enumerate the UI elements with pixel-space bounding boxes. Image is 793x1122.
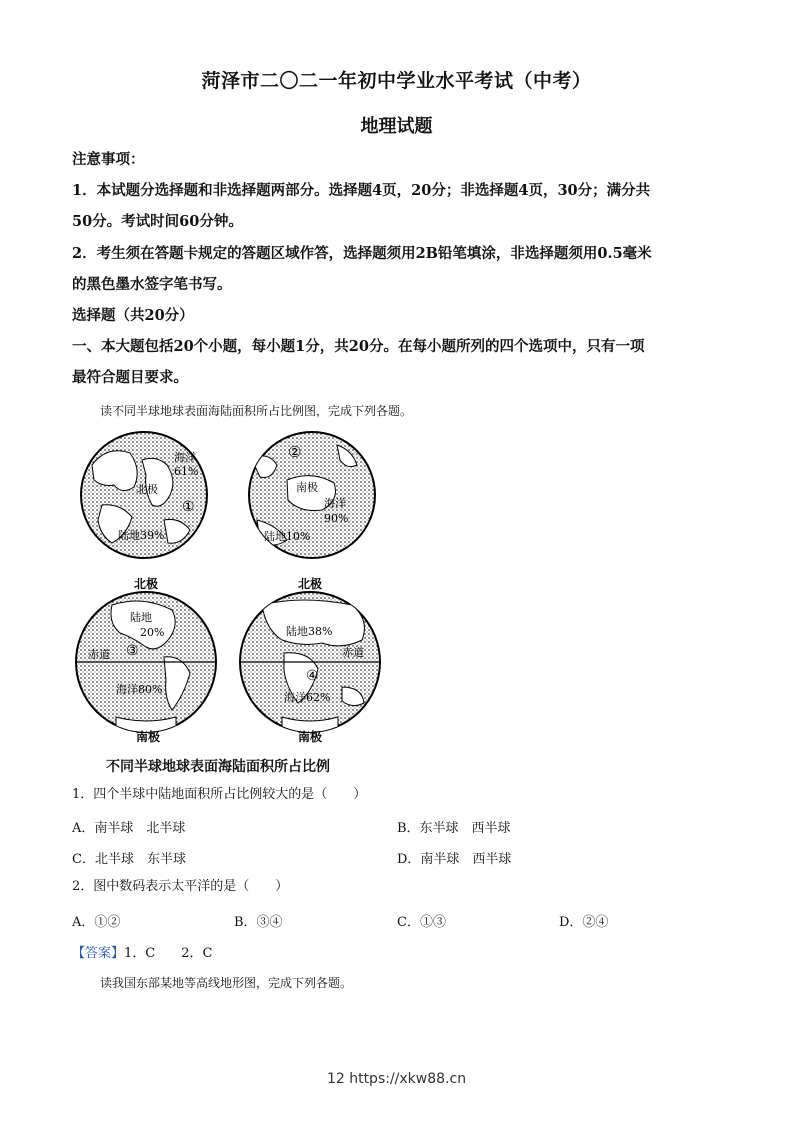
q2-stem: 2．图中数码表示太平洋的是（ ） (72, 879, 289, 894)
q2-option-c[interactable]: C．①③ (397, 915, 446, 930)
q1-option-b[interactable]: B．东半球 西半球 (397, 821, 511, 836)
globe3-top-pole: 北极 (134, 577, 159, 591)
intro-text-2: 读我国东部某地等高线地形图，完成下列各题。 (100, 976, 353, 990)
globe4-top-pole: 北极 (298, 577, 323, 591)
q1-stem: 1．四个半球中陆地面积所占比例较大的是（ ） (72, 787, 367, 802)
figure-caption: 不同半球地球表面海陆面积所占比例 (106, 759, 330, 775)
section-heading: 选择题（共20分） (72, 307, 194, 324)
globe3-bottom-pole: 南极 (136, 730, 161, 744)
globe1-number: ① (182, 499, 195, 515)
page-title: 菏泽市二〇二一年初中学业水平考试（中考） (201, 70, 592, 92)
globe2-number: ② (288, 443, 302, 461)
q2-option-d[interactable]: D．②④ (559, 915, 609, 930)
q1-option-a[interactable]: A．南半球 北半球 (72, 821, 186, 836)
answer-line (72, 942, 212, 961)
globe1-pole-label: 北极 (136, 483, 158, 496)
globe2-ocean-label: 海洋 (324, 497, 346, 510)
section-instr-line2: 最符合题目要求。 (72, 369, 188, 386)
globe4-equator-label: 赤道 (342, 646, 364, 659)
globe3-land-pct: 20% (140, 626, 165, 639)
globe1-ocean-pct: 61% (174, 465, 199, 478)
intro-text-1: 读不同半球地球表面海陆面积所占比例图，完成下列各题。 (100, 404, 413, 418)
notes-item2-line1: 2．考生须在答题卡规定的答题区域作答，选择题须用2B铅笔填涂，非选择题须用0.5毫米 (72, 245, 652, 262)
globe4-ocean-label: 海洋62% (284, 691, 331, 704)
globe3-ocean-label: 海洋80% (116, 683, 163, 696)
q1-option-c[interactable]: C．北半球 东半球 (72, 852, 186, 867)
globe3-land-label: 陆地 (130, 611, 152, 624)
globe3-equator-label: 赤道 (88, 648, 110, 661)
globe1-land-label: 陆地39% (118, 529, 165, 542)
q2-option-b[interactable]: B．③④ (234, 915, 283, 930)
notes-item1-line2: 50分。考试时间60分钟。 (72, 213, 243, 230)
globe1-ocean-label: 海洋 (174, 451, 196, 464)
globe4-land-label: 陆地38% (286, 625, 333, 638)
globe4-bottom-pole: 南极 (298, 730, 323, 744)
globe-west-hemisphere (76, 576, 216, 745)
globe4-number: ④ (306, 668, 319, 684)
notes-heading: 注意事项： (72, 151, 145, 168)
q2-option-a[interactable]: A．①② (72, 915, 121, 930)
notes-item1-line1: 1．本试题分选择题和非选择题两部分。选择题4页，20分；非选择题4页，30分；满分共 (72, 182, 651, 199)
globe-east-hemisphere (240, 576, 380, 745)
page-footer: 12 https://xkw88.cn (326, 1071, 467, 1087)
globe2-pole-label: 南极 (296, 481, 318, 494)
globe3-number: ③ (126, 643, 139, 659)
answer-tag: 【答案】 (72, 946, 125, 961)
section-instr-line1: 一、本大题包括20个小题，每小题1分，共20分。在每小题所列的四个选项中，只有一项 (72, 338, 645, 355)
globe2-ocean-pct: 90% (324, 512, 349, 525)
page-subtitle: 地理试题 (360, 116, 433, 137)
notes-item2-line2: 的黑色墨水签字笔书写。 (72, 276, 232, 293)
hemisphere-figure (72, 425, 392, 750)
q1-option-d[interactable]: D．南半球 西半球 (397, 852, 512, 867)
globe-south-hemisphere (249, 432, 375, 558)
globe2-land-label: 陆地10% (264, 530, 311, 543)
globe-north-hemisphere (81, 432, 207, 558)
answer-text: 1．C 2．C (124, 946, 213, 961)
